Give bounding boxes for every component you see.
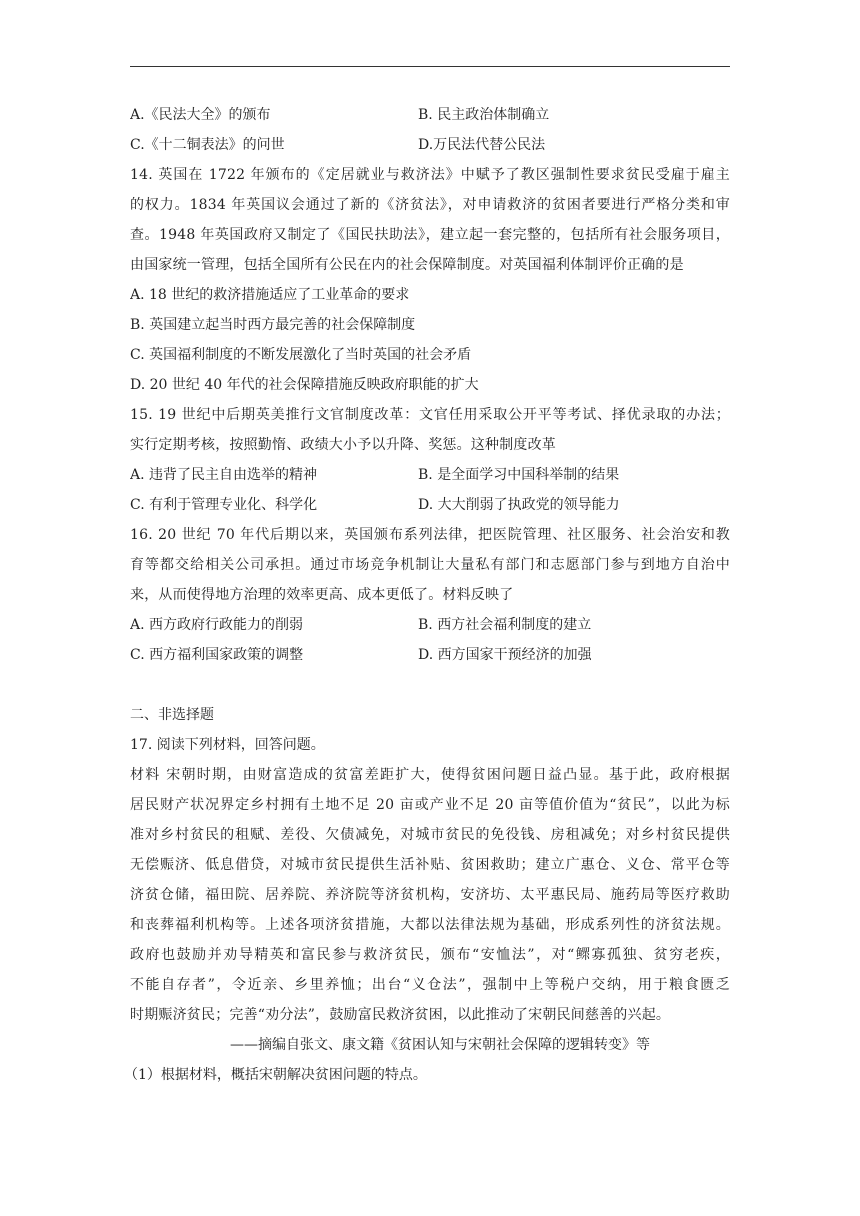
q15-options-row-2	[130, 490, 730, 520]
q14-option-a: A. 18 世纪的救济措施适应了工业革命的要求	[130, 287, 410, 303]
q16-option-d: D. 西方国家干预经济的加强	[418, 647, 592, 663]
q16-options-row-1	[130, 610, 730, 640]
q17-sub-question-1: （1）根据材料，概括宋朝解决贫困问题的特点。	[124, 1067, 427, 1083]
q17-material-line: 时期赈济贫民；完善“劝分法”，鼓励富民救济贫困，以此推动了宋朝民间慈善的兴起。	[130, 1007, 671, 1023]
question-14	[130, 160, 730, 400]
q15-stem-line: 15. 19 世纪中后期英美推行文官制度改革：文官任用采取公开平等考试、择优录取的办法；	[130, 407, 730, 423]
question-15	[130, 400, 730, 520]
q16-stem-line: 育等都交给相关公司承担。通过市场竞争机制让大量私有部门和志愿部门参与到地方自治中	[130, 557, 730, 573]
q14-option-c: C. 英国福利制度的不断发展激化了当时英国的社会矛盾	[130, 347, 472, 363]
q15-option-c: C. 有利于管理专业化、科学化	[130, 497, 318, 513]
q13-option-b: B. 民主政治体制确立	[418, 107, 550, 123]
q13-options-row-1	[130, 100, 730, 130]
q16-stem-line: 来，从而使得地方治理的效率更高、成本更低了。材料反映了	[130, 587, 514, 603]
q17-material-line: 济贫仓储，福田院、居养院、养济院等济贫机构，安济坊、太平惠民局、施药局等医疗救助	[130, 887, 730, 903]
document-page	[124, 100, 730, 1090]
q14-stem-line: 的权力。1834 年英国议会通过了新的《济贫法》，对申请救济的贫困者要进行严格分类和审	[130, 197, 730, 213]
q13-options-row-2	[130, 130, 730, 160]
q13-option-c: C.《十二铜表法》的问世	[130, 137, 285, 153]
q17-material-line: 准对乡村贫民的租赋、差役、欠债减免，对城市贫民的免役钱、房租减免；对乡村贫民提供	[130, 827, 730, 843]
header-rule	[130, 66, 730, 67]
q17-material-line: 政府也鼓励并劝导精英和富民参与救济贫民，颁布“安恤法”，对“鳏寡孤独、贫穷老疾，	[130, 947, 730, 963]
q17-material-line: 居民财产状况界定乡村拥有土地不足 20 亩或产业不足 20 亩等值价值为“贫民”，以此为标	[130, 797, 730, 813]
q17-source-citation: ——摘编自张文、康文籍《贫困认知与宋朝社会保障的逻辑转变》等	[230, 1037, 650, 1053]
q16-option-c: C. 西方福利国家政策的调整	[130, 647, 304, 663]
q16-option-b: B. 西方社会福利制度的建立	[418, 617, 592, 633]
q15-option-b: B. 是全面学习中国科举制的结果	[418, 467, 620, 483]
q17-material-line: 材料 宋朝时期，由财富造成的贫富差距扩大，使得贫困问题日益凸显。基于此，政府根据	[130, 767, 730, 783]
q14-stem-line: 查。1948 年英国政府又制定了《国民扶助法》，建立起一套完整的，包括所有社会服务项目，	[130, 227, 730, 243]
q13-option-d: D.万民法代替公民法	[418, 137, 546, 153]
question-16	[130, 520, 730, 670]
q16-option-a: A. 西方政府行政能力的削弱	[130, 617, 304, 633]
q15-options-row-1	[130, 460, 730, 490]
question-17	[124, 730, 730, 1090]
q14-option-b: B. 英国建立起当时西方最完善的社会保障制度	[130, 317, 416, 333]
q15-option-a: A. 违背了民主自由选举的精神	[130, 467, 318, 483]
section-gap	[130, 670, 730, 700]
q17-intro: 17. 阅读下列材料，回答问题。	[130, 737, 325, 753]
q13-option-a: A.《民法大全》的颁布	[130, 107, 271, 123]
q17-material-line: 无偿赈济、低息借贷，对城市贫民提供生活补贴、贫困救助；建立广惠仓、义仓、常平仓等	[130, 857, 730, 873]
q16-stem-line: 16. 20 世纪 70 年代后期以来，英国颁布系列法律，把医院管理、社区服务、社会治安和教	[130, 527, 730, 543]
q15-option-d: D. 大大削弱了执政党的领导能力	[418, 497, 620, 513]
q16-options-row-2	[130, 640, 730, 670]
q14-stem-line: 14. 英国在 1722 年颁布的《定居就业与救济法》中赋予了教区强制性要求贫民受雇于雇主	[130, 167, 730, 183]
q15-stem-line: 实行定期考核，按照勤惰、政绩大小予以升降、奖惩。这种制度改革	[130, 437, 556, 453]
section-heading: 二、非选择题	[130, 707, 214, 723]
q17-material-line: 不能自存者”，令近亲、乡里养恤；出台“义仓法”，强制中上等税户交纳，用于粮食匮乏	[130, 977, 730, 993]
q14-option-d: D. 20 世纪 40 年代的社会保障措施反映政府职能的扩大	[130, 377, 479, 393]
q17-material-line: 和丧葬福利机构等。上述各项济贫措施，大都以法律法规为基础，形成系列性的济贫法规。	[130, 917, 730, 933]
q14-stem-line: 由国家统一管理，包括全国所有公民在内的社会保障制度。对英国福利体制评价正确的是	[130, 257, 684, 273]
